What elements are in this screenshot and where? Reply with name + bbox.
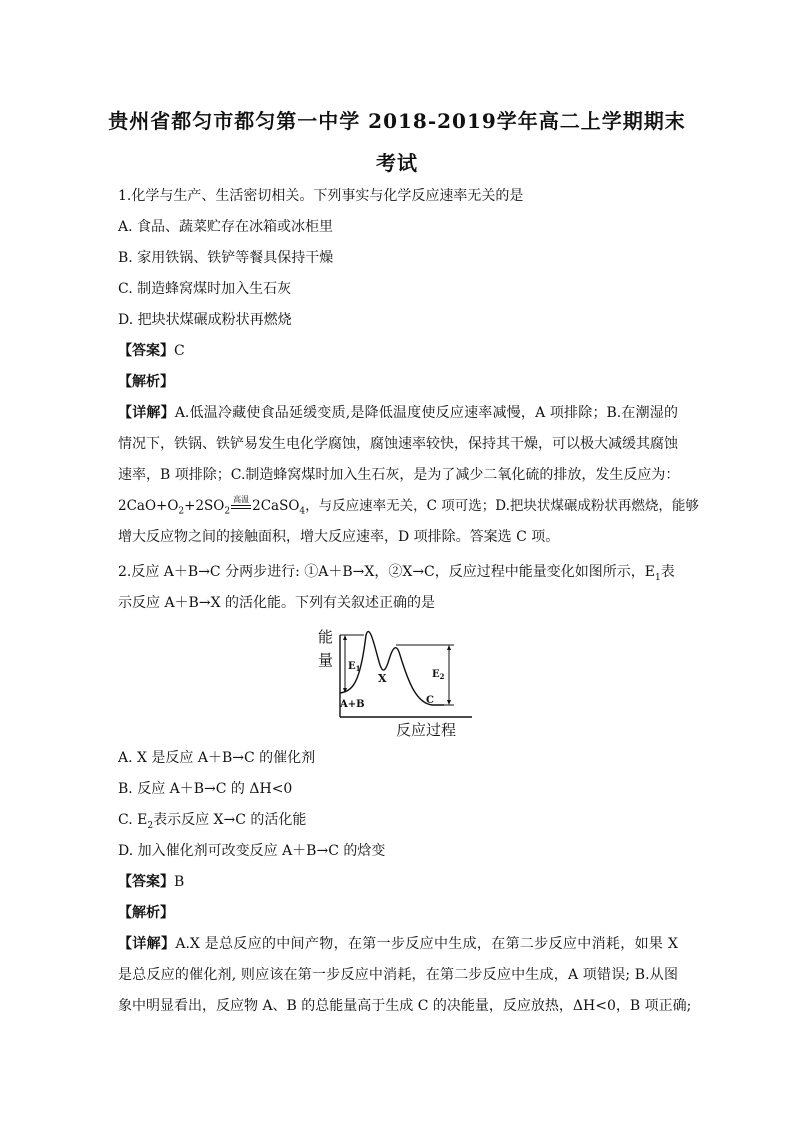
q2-option-b: B. 反应 A＋B→C 的 ΔH<0 [118, 781, 293, 797]
document-title-line2: 考试 [376, 151, 418, 175]
answer-tag: 【答案】 [118, 343, 174, 359]
detail-text: A.X 是总反应的中间产物，在第一步反应中生成，在第二步反应中消耗，如果 X [175, 936, 678, 952]
q1-option-d: D. 把块状煤碾成粉状再燃烧 [118, 312, 292, 328]
q1-detail-line2: 情况下，铁锅、铁铲易发生电化学腐蚀，腐蚀速率较快，保持其干燥，可以极大减缓其腐蚀 [118, 436, 678, 452]
reaction-condition: 高温 [230, 496, 252, 516]
q2-answer [118, 872, 678, 892]
intermediate-label: X [378, 672, 387, 685]
energy-diagram [312, 625, 482, 740]
q1-detail-line1 [118, 403, 678, 423]
answer-value: C [174, 343, 185, 359]
y-label-bottom: 量 [318, 651, 334, 669]
q2-stem-line1: 2.反应 A＋B→C 分两步进行: ①A＋B→X，②X→C，反应过程中能量变化如图所示，$E_1$表 [118, 564, 675, 583]
product-label: C [426, 695, 434, 706]
q2-analysis-tag: 【解析】 [118, 905, 174, 921]
q2-detail-line3: 象中明显看出，反应物 A、B 的总能量高于生成 C 的决能量，反应放热，ΔH<0，B 项正确; [118, 998, 692, 1014]
q1-detail-line5: 增大反应物之间的接触面积，增大反应速率，D 项排除。答案选 C 项。 [118, 529, 560, 545]
answer-value: B [174, 874, 185, 890]
q1-answer [118, 341, 678, 361]
q2-option-a: A. X 是反应 A＋B→C 的催化剂 [118, 750, 316, 766]
q1-stem: 1.化学与生产、生活密切相关。下列事实与化学反应速率无关的是 [118, 188, 524, 204]
detail-text: A.低温冷藏使食品延缓变质,是降低温度使反应速率减慢，A 项排除；B.在潮湿的 [174, 405, 678, 421]
document-title-line1: 贵州省都匀市都匀第一中学 2018-2019学年高二上学期期末 [108, 109, 686, 133]
q1-option-a: A. 食品、蔬菜贮存在冰箱或冰柜里 [118, 219, 334, 235]
q2-option-d: D. 加入催化剂可改变反应 A＋B→C 的焓变 [118, 843, 386, 859]
q2-detail-line2: 是总反应的催化剂, 则应该在第一步反应中消耗，在第二步反应中生成，A 项错误; B.从图 [118, 967, 678, 983]
q1-option-b: B. 家用铁锅、铁铲等餐具保持干燥 [118, 250, 334, 266]
equation: $2CaO+O_2+2SO_2$ 高温 2CaSO$_4$ [118, 495, 306, 517]
q2-stem-line2: 示反应 A＋B→X 的活化能。下列有关叙述正确的是 [118, 595, 435, 611]
q1-detail-line4 [118, 495, 699, 517]
e1-label: $E_1$ [348, 661, 361, 673]
e2-label: $E_2$ [432, 669, 445, 681]
q1-detail-line3: 速率，B 项排除；C.制造蜂窝煤时加入生石灰，是为了减少二氧化硫的排放，发生反应为： [118, 467, 680, 483]
q1-analysis-tag: 【解析】 [118, 374, 174, 390]
detail-tag: 【详解】 [118, 405, 175, 421]
reactants-label: A+B [340, 699, 365, 710]
x-label: 反应过程 [396, 721, 457, 739]
q2-detail-line1 [118, 934, 678, 954]
detail-tag: 【详解】 [118, 936, 176, 952]
answer-tag: 【答案】 [118, 874, 174, 890]
y-label-top: 能 [318, 628, 334, 646]
q2-option-c: C. $E_2$表示反应 X→C 的活化能 [118, 812, 307, 831]
q1-option-c: C. 制造蜂窝煤时加入生石灰 [118, 281, 292, 297]
detail-text: ，与反应速率无关，C 项可选；D.把块状煤碾成粉状再燃烧，能够 [305, 498, 699, 514]
